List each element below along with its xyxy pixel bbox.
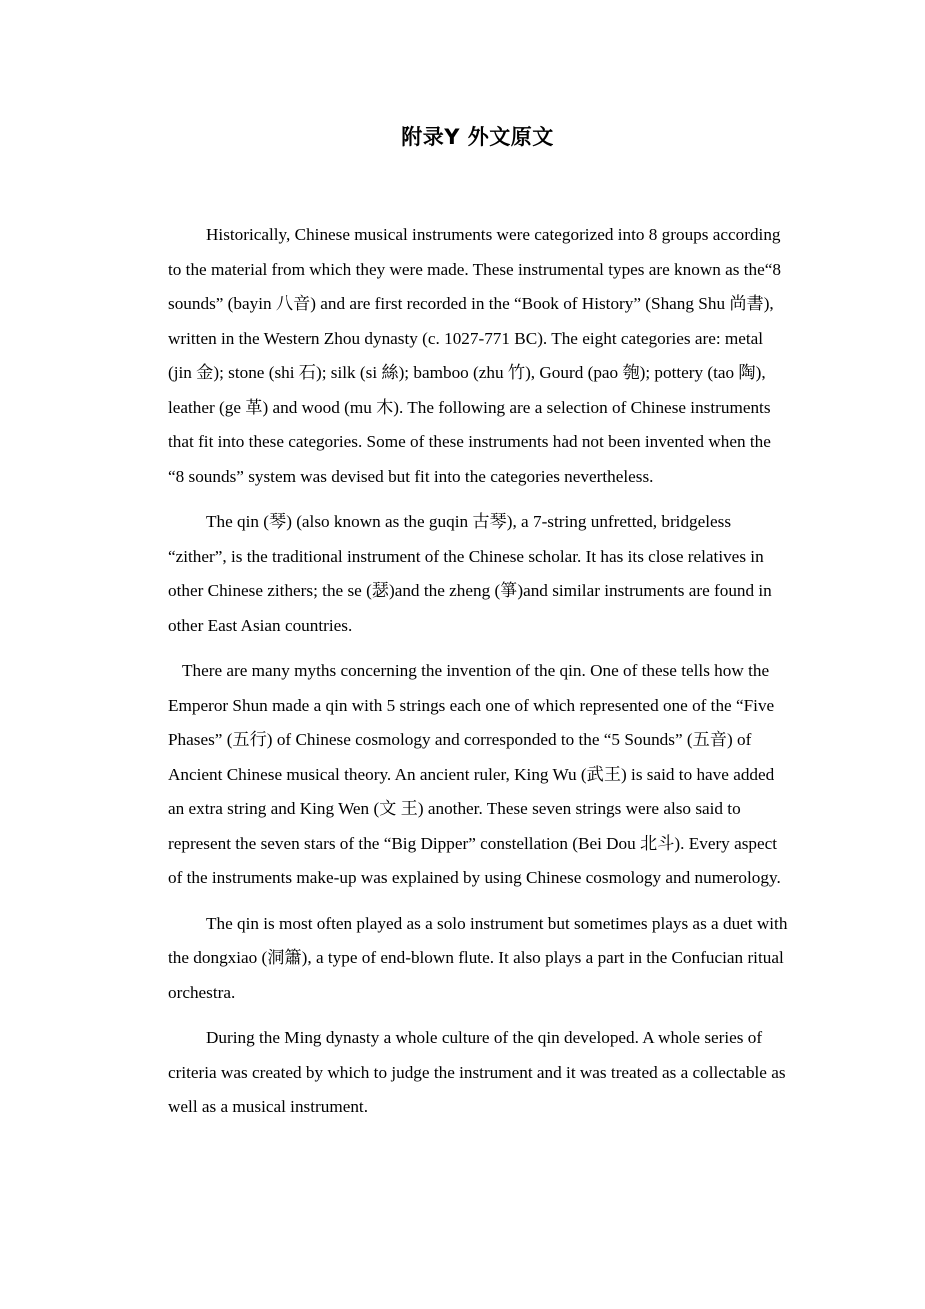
paragraph-qin-playing: The qin is most often played as a solo instrument but sometimes plays as a duet with the dongxiao (洞簫), a type of end-blown flute. It also plays a part in the Confucian ritual orchestra. [168,913,788,1002]
paragraph-qin-myths: There are many myths concerning the invention of the qin. One of these tells how the Emperor Shun made a qin with 5 strings each one of which represented one of the “Five Phases” (五行) of Chinese cosmology and corresponded to the “5 Sounds” (五音) of Ancient Chinese musical theory. An ancient ruler, King Wu (武王) is said to have added an extra string and King Wen (文 王) another. These seven strings were also said to represent the seven stars of the “Big Dipper” constellation (Bei Dou 北斗). Every aspect of the instruments make-up was explained by using Chinese cosmology and numerology. [168,661,781,887]
page-title: 附录Y 外文原文 [401,125,554,149]
paragraph-qin-intro: The qin (琴) (also known as the guqin 古琴), a 7-string unfretted, bridgeless “zither”, is the traditional instrument of the Chinese scholar. It has its close relatives in other Chinese zithers; the se (瑟)and the zheng (箏)and similar instruments are found in other East Asian countries. [168,512,772,635]
paragraph-eight-sounds: Historically, Chinese musical instruments were categorized into 8 groups according to the material from which they were made. These instrumental types are known as the“8 sounds” (bayin 八音) and are first recorded in the “Book of History” (Shang Shu 尚書), written in the Western Zhou dynasty (c. 1027-771 BC). The eight categories are: metal (jin 金); stone (shi 石); silk (si 絲); bamboo (zhu 竹), Gourd (pao 匏); pottery (tao 陶), leather (ge 革) and wood (mu 木). The following are a selection of Chinese instruments that fit into these categories. Some of these instruments had not been invented when the “8 sounds” system was devised but fit into the categories nevertheless. [168,225,781,486]
paragraph-ming-dynasty: During the Ming dynasty a whole culture of the qin developed. A whole series of criteria was created by which to judge the instrument and it was treated as a collectable as well as a musical instrument. [168,1028,786,1116]
document-body [168,218,788,1125]
